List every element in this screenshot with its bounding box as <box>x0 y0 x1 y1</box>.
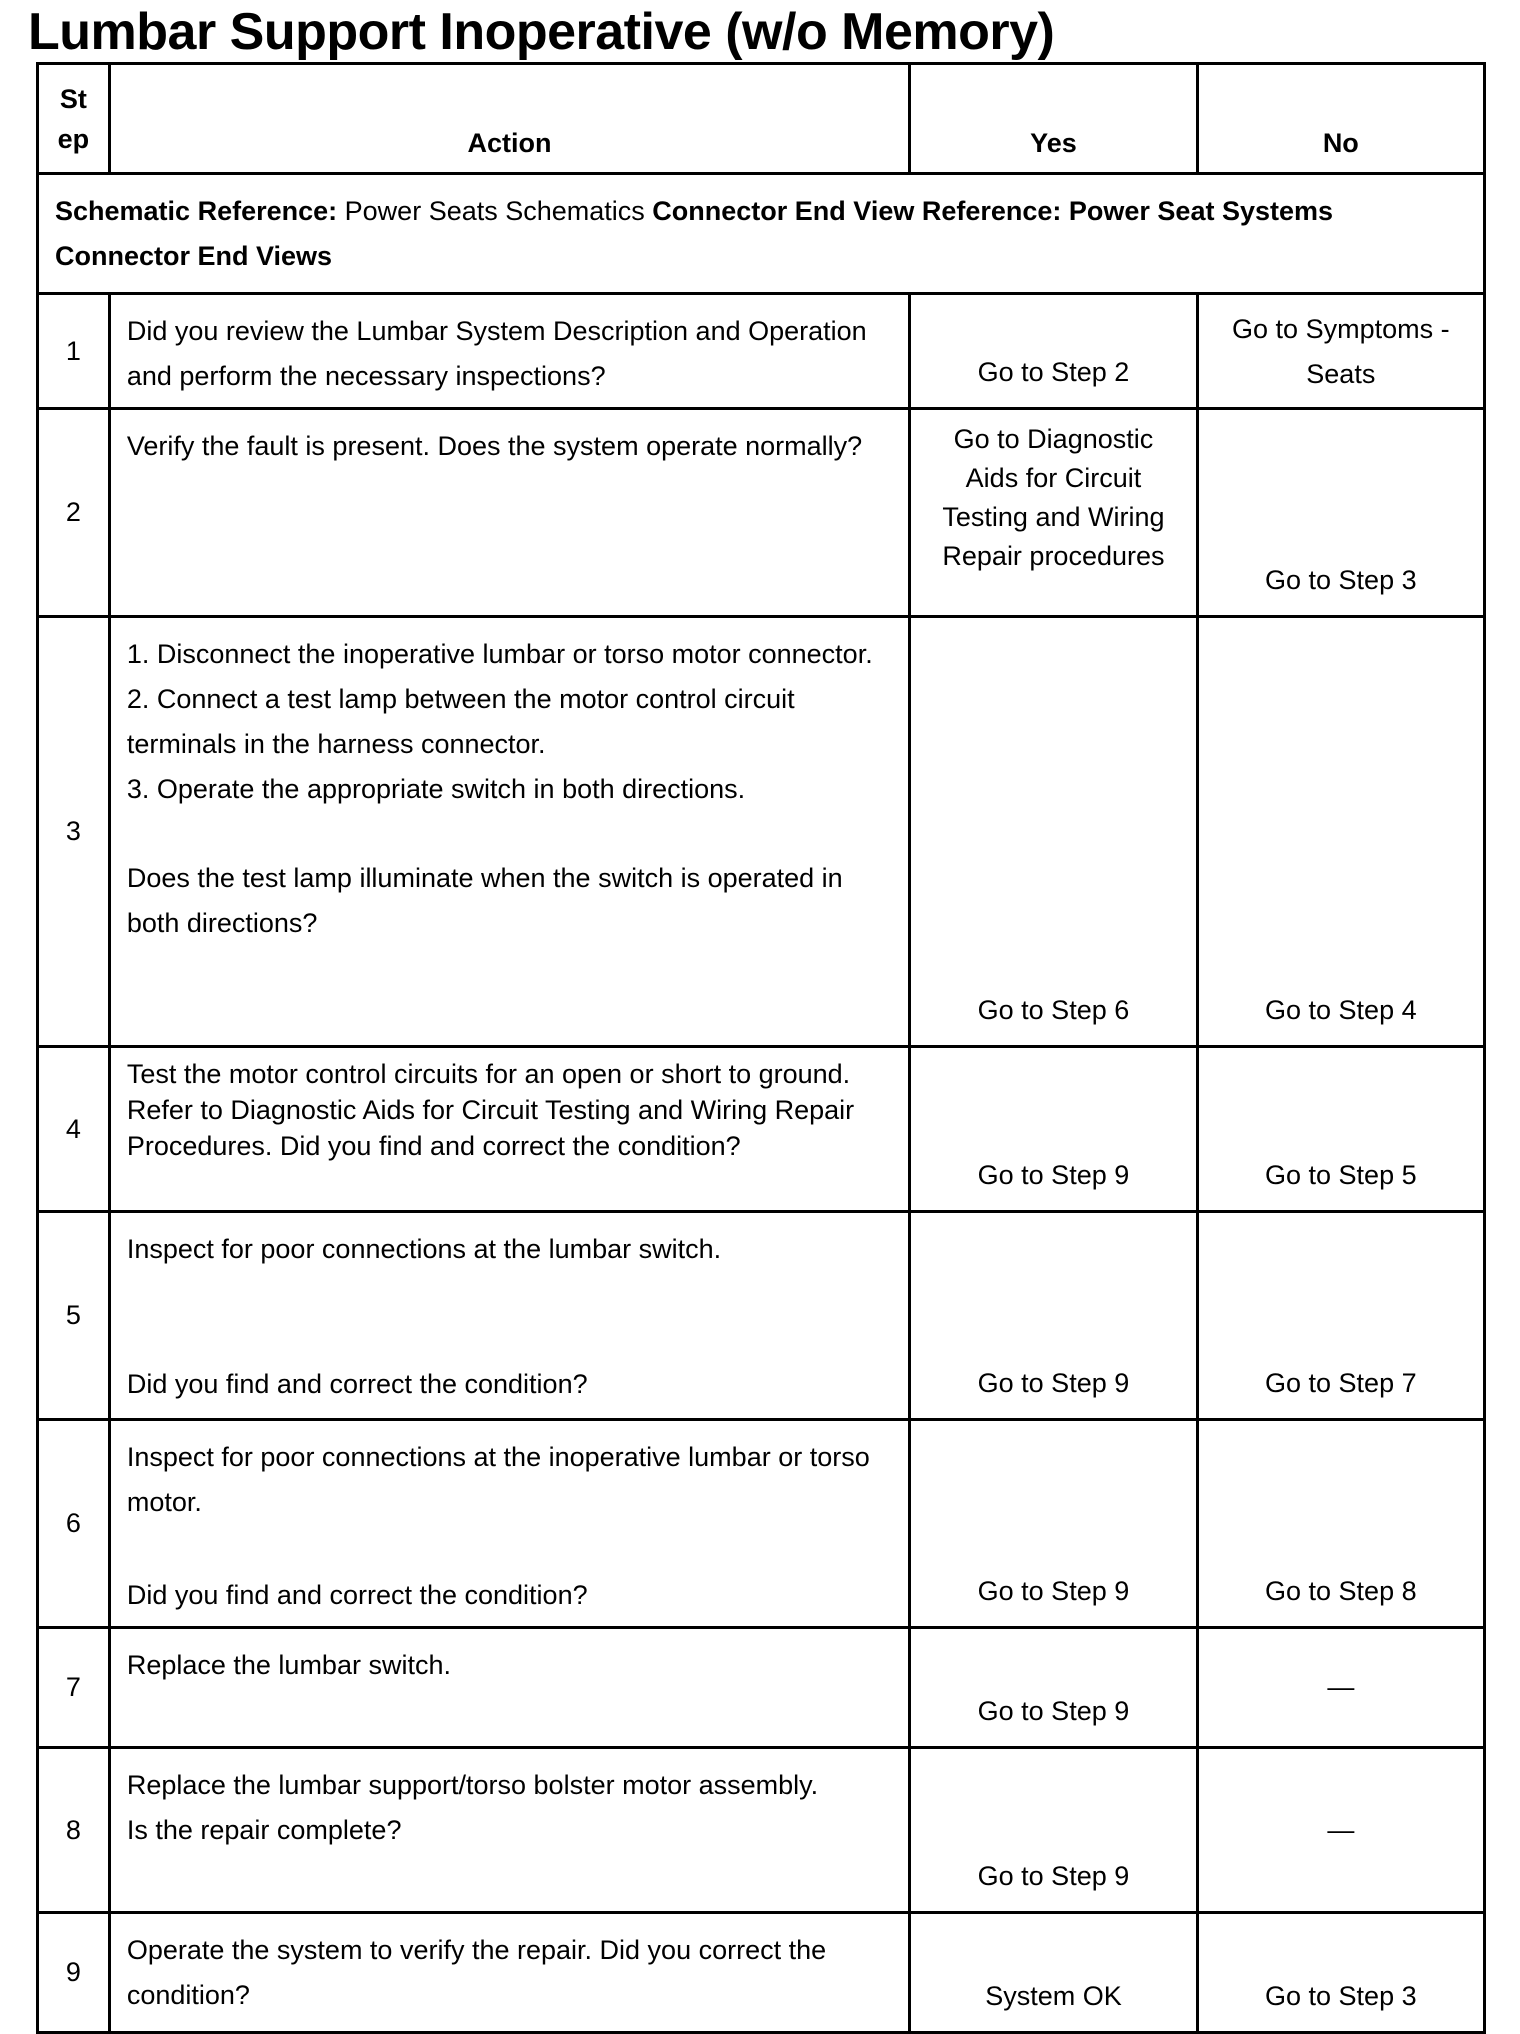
header-action-label: Action <box>467 128 552 158</box>
yes-outcome[interactable]: Go to Step 9 <box>910 1420 1197 1628</box>
yes-outcome: System OK <box>910 1913 1197 2033</box>
header-row <box>38 64 1485 174</box>
step-number: 9 <box>38 1913 110 2033</box>
action-text: Verify the fault is present. Does the system operate normally? <box>109 409 909 617</box>
yes-outcome[interactable]: Go to Step 9 <box>910 1748 1197 1913</box>
table-row <box>38 409 1485 617</box>
table-row <box>38 1913 1485 2033</box>
action-text: Replace the lumbar switch. <box>109 1628 909 1748</box>
question-text: Did you find and correct the condition? <box>126 1580 588 1610</box>
no-outcome[interactable]: Go to Step 4 <box>1197 617 1484 1047</box>
action-instruction: Inspect for poor connections at the inoperative lumbar or torso motor. <box>126 1442 870 1517</box>
reference-row <box>38 174 1485 294</box>
table-row <box>38 1628 1485 1748</box>
yes-outcome[interactable]: Go to Step 9 <box>910 1047 1197 1212</box>
yes-outcome[interactable]: Go to Diagnostic Aids for Circuit Testing and Wiring Repair procedures <box>910 409 1197 617</box>
reference-cell <box>38 174 1485 294</box>
table-row <box>38 1748 1485 1913</box>
table-row <box>38 294 1485 409</box>
step-number: 3 <box>38 617 110 1047</box>
schematic-reference-label: Schematic Reference: <box>55 195 338 226</box>
no-outcome[interactable]: Go to Step 5 <box>1197 1047 1484 1212</box>
table-row <box>38 1212 1485 1420</box>
action-text: Operate the system to verify the repair. Did you correct the condition? <box>109 1913 909 2033</box>
question-text: Does the test lamp illuminate when the switch is operated in both directions? <box>126 863 843 938</box>
header-no-label: No <box>1322 128 1359 158</box>
no-outcome: — <box>1197 1628 1484 1748</box>
header-yes-label: Yes <box>1030 128 1077 158</box>
action-instruction: Replace the lumbar support/torso bolster motor assembly. <box>126 1770 819 1800</box>
no-outcome: — <box>1197 1748 1484 1913</box>
connector-reference: Connector End View Reference: Power Seat Systems Connector End Views <box>55 195 1334 271</box>
no-outcome[interactable]: Go to Step 8 <box>1197 1420 1484 1628</box>
page-title: Lumbar Support Inoperative (w/o Memory) <box>28 3 1055 61</box>
no-outcome[interactable]: Go to Step 7 <box>1197 1212 1484 1420</box>
diagnostic-table <box>36 62 1486 2034</box>
substep-item: 3. Operate the appropriate switch in both directions. <box>126 774 746 804</box>
question-text: Is the repair complete? <box>126 1815 402 1845</box>
action-text <box>109 617 909 1047</box>
no-outcome[interactable]: Go to Step 3 <box>1197 409 1484 617</box>
yes-outcome[interactable]: Go to Step 6 <box>910 617 1197 1047</box>
no-outcome[interactable]: Go to Symptoms - Seats <box>1197 294 1484 409</box>
yes-outcome[interactable]: Go to Step 2 <box>910 294 1197 409</box>
header-no <box>1197 64 1484 174</box>
action-instruction: Inspect for poor connections at the lumbar switch. <box>126 1234 722 1264</box>
table-row <box>38 617 1485 1047</box>
step-number: 5 <box>38 1212 110 1420</box>
action-text: Test the motor control circuits for an open or short to ground. Refer to Diagnostic Aids for Circuit Testing and Wiring Repair Procedures. Did you find and correct the condition? <box>109 1047 909 1212</box>
action-text <box>109 1748 909 1913</box>
table-row <box>38 1047 1485 1212</box>
substep-item: 2. Connect a test lamp between the motor control circuit terminals in the harness connector. <box>126 684 795 759</box>
action-text: Did you review the Lumbar System Description and Operation and perform the necessary inspections? <box>109 294 909 409</box>
yes-outcome[interactable]: Go to Step 9 <box>910 1628 1197 1748</box>
header-step <box>38 64 110 174</box>
header-step-line1: St <box>59 83 87 114</box>
header-action <box>109 64 909 174</box>
schematic-reference-link[interactable]: Power Seats Schematics <box>344 195 645 226</box>
substep-item: 1. Disconnect the inoperative lumbar or torso motor connector. <box>126 639 873 669</box>
yes-outcome[interactable]: Go to Step 9 <box>910 1212 1197 1420</box>
action-text <box>109 1212 909 1420</box>
step-number: 6 <box>38 1420 110 1628</box>
table-row <box>38 1420 1485 1628</box>
header-yes <box>910 64 1197 174</box>
step-number: 4 <box>38 1047 110 1212</box>
header-step-line2: ep <box>57 123 90 154</box>
question-text: Did you find and correct the condition? <box>126 1369 588 1399</box>
no-outcome[interactable]: Go to Step 3 <box>1197 1913 1484 2033</box>
step-number: 1 <box>38 294 110 409</box>
step-number: 8 <box>38 1748 110 1913</box>
action-text <box>109 1420 909 1628</box>
step-number: 2 <box>38 409 110 617</box>
step-number: 7 <box>38 1628 110 1748</box>
